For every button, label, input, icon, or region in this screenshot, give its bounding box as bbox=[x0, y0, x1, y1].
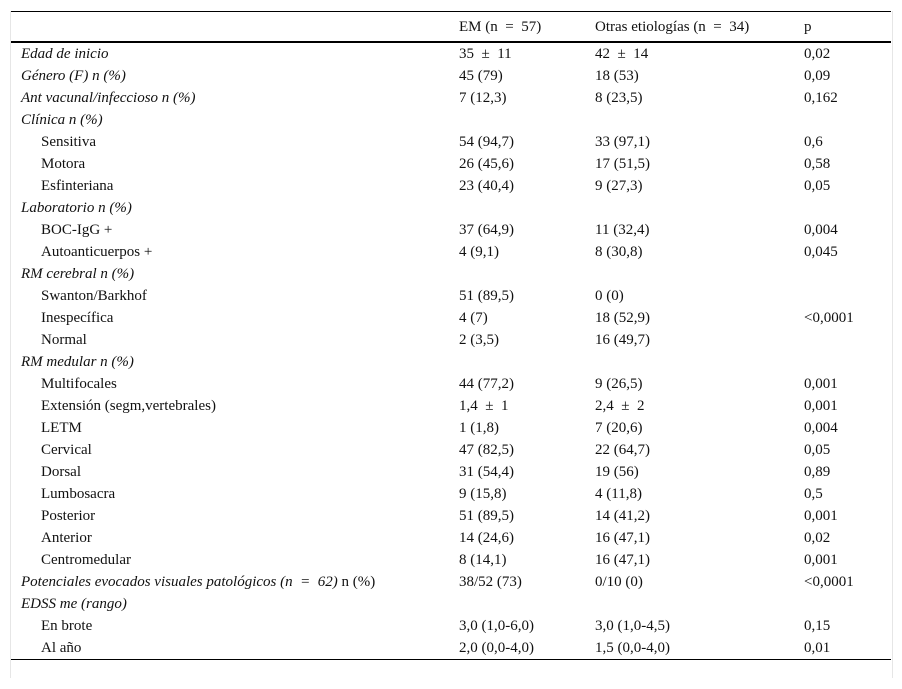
row-label: Sensitiva bbox=[41, 134, 96, 150]
cell-p: 0,89 bbox=[804, 464, 831, 480]
row-label: Cervical bbox=[41, 442, 92, 458]
table-row bbox=[11, 87, 891, 109]
cell-p: 0,15 bbox=[804, 618, 831, 634]
cell-otras: 14 (41,2) bbox=[595, 508, 650, 524]
header-cell-em: EM (n = 57) bbox=[459, 18, 542, 35]
row-label: Normal bbox=[41, 332, 87, 348]
cell-otras: 19 (56) bbox=[595, 464, 639, 480]
cell-p: 0,045 bbox=[804, 244, 838, 260]
cell-otras: 42 ± 14 bbox=[595, 46, 649, 62]
row-label: Swanton/Barkhof bbox=[41, 288, 147, 304]
table-row bbox=[11, 219, 891, 241]
cell-p: 0,01 bbox=[804, 640, 831, 656]
table-row bbox=[11, 439, 891, 461]
cell-em: 9 (15,8) bbox=[459, 486, 507, 502]
cell-p: 0,05 bbox=[804, 178, 831, 194]
cell-otras bbox=[585, 109, 794, 131]
cell-em bbox=[449, 351, 585, 373]
cell-p: 0,05 bbox=[804, 442, 831, 458]
results-table bbox=[11, 11, 891, 660]
cell-em: 47 (82,5) bbox=[459, 442, 514, 458]
cell-em: 37 (64,9) bbox=[459, 222, 514, 238]
table-row bbox=[11, 483, 891, 505]
row-label: Extensión (segm,vertebrales) bbox=[41, 398, 216, 414]
cell-em: 7 (12,3) bbox=[459, 90, 507, 106]
cell-otras bbox=[585, 197, 794, 219]
row-label: EDSS me (rango) bbox=[21, 596, 127, 612]
cell-p bbox=[794, 263, 891, 285]
row-label: Multifocales bbox=[41, 376, 117, 392]
cell-otras: 16 (47,1) bbox=[595, 530, 650, 546]
cell-otras bbox=[585, 351, 794, 373]
cell-p: 0,09 bbox=[804, 68, 831, 84]
cell-p: 0,004 bbox=[804, 222, 838, 238]
row-label: Ant vacunal/infeccioso n (%) bbox=[21, 90, 196, 106]
table-row bbox=[11, 373, 891, 395]
cell-p: 0,5 bbox=[804, 486, 823, 502]
cell-otras: 3,0 (1,0-4,5) bbox=[595, 618, 670, 634]
cell-p bbox=[794, 109, 891, 131]
row-label: Inespecífica bbox=[41, 310, 114, 326]
cell-otras: 8 (23,5) bbox=[595, 90, 643, 106]
table-row bbox=[11, 417, 891, 439]
table-row bbox=[11, 307, 891, 329]
cell-em: 31 (54,4) bbox=[459, 464, 514, 480]
cell-em: 3,0 (1,0-6,0) bbox=[459, 618, 534, 634]
row-label: Clínica n (%) bbox=[21, 112, 103, 128]
table-row bbox=[11, 153, 891, 175]
table-row bbox=[11, 131, 891, 153]
cell-em: 23 (40,4) bbox=[459, 178, 514, 194]
cell-otras: 18 (53) bbox=[595, 68, 639, 84]
row-label: Autoanticuerpos + bbox=[41, 244, 153, 260]
cell-em: 38/52 (73) bbox=[459, 574, 522, 590]
table-header bbox=[11, 12, 891, 43]
cell-otras: 4 (11,8) bbox=[595, 486, 642, 502]
header-row bbox=[11, 12, 891, 43]
table-row bbox=[11, 109, 891, 131]
row-label: Esfinteriana bbox=[41, 178, 114, 194]
cell-otras: 7 (20,6) bbox=[595, 420, 643, 436]
cell-em bbox=[449, 109, 585, 131]
cell-otras bbox=[585, 263, 794, 285]
row-label: Al año bbox=[41, 640, 82, 656]
cell-p bbox=[794, 351, 891, 373]
cell-p: 0,02 bbox=[804, 530, 831, 546]
cell-p: 0,6 bbox=[804, 134, 823, 150]
cell-otras: 11 (32,4) bbox=[595, 222, 650, 238]
table-row bbox=[11, 461, 891, 483]
cell-p: <0,0001 bbox=[804, 574, 854, 590]
results-table-container bbox=[11, 11, 891, 660]
row-label-main: Potenciales evocados visuales patológicos (n = 62) bbox=[21, 574, 338, 590]
cell-em: 51 (89,5) bbox=[459, 288, 514, 304]
table-row bbox=[11, 527, 891, 549]
cell-em: 2,0 (0,0-4,0) bbox=[459, 640, 534, 656]
row-label: Edad de inicio bbox=[21, 46, 109, 62]
table-row bbox=[11, 329, 891, 351]
cell-em: 54 (94,7) bbox=[459, 134, 514, 150]
row-label: RM cerebral n (%) bbox=[21, 266, 135, 282]
cell-p: 0,02 bbox=[804, 46, 831, 62]
row-label: Laboratorio n (%) bbox=[21, 200, 132, 216]
row-label: RM medular n (%) bbox=[21, 354, 134, 370]
cell-otras: 18 (52,9) bbox=[595, 310, 650, 326]
cell-em bbox=[449, 263, 585, 285]
cell-otras: 0 (0) bbox=[595, 288, 624, 304]
cell-otras: 33 (97,1) bbox=[595, 134, 650, 150]
cell-p: 0,162 bbox=[804, 90, 838, 106]
cell-p: 0,58 bbox=[804, 156, 831, 172]
table-row bbox=[11, 175, 891, 197]
cell-em: 2 (3,5) bbox=[459, 332, 499, 348]
cell-p bbox=[794, 593, 891, 615]
row-label: Género (F) n (%) bbox=[21, 68, 126, 84]
cell-p bbox=[794, 197, 891, 219]
cell-em: 4 (9,1) bbox=[459, 244, 499, 260]
cell-otras: 0/10 (0) bbox=[595, 574, 643, 590]
row-label bbox=[11, 571, 449, 593]
cell-otras: 9 (26,5) bbox=[595, 376, 643, 392]
header-cell-p: p bbox=[804, 18, 812, 35]
cell-p: 0,001 bbox=[804, 552, 838, 568]
row-label: LETM bbox=[41, 420, 82, 436]
row-label: Dorsal bbox=[41, 464, 81, 480]
table-row bbox=[11, 241, 891, 263]
table-row bbox=[11, 395, 891, 417]
row-label: Lumbosacra bbox=[41, 486, 116, 502]
row-label: En brote bbox=[41, 618, 93, 634]
cell-em: 14 (24,6) bbox=[459, 530, 514, 546]
row-label: Centromedular bbox=[41, 552, 131, 568]
table-row bbox=[11, 65, 891, 87]
table-row bbox=[11, 351, 891, 373]
cell-otras: 8 (30,8) bbox=[595, 244, 643, 260]
cell-em: 44 (77,2) bbox=[459, 376, 514, 392]
cell-otras: 1,5 (0,0-4,0) bbox=[595, 640, 670, 656]
cell-otras bbox=[585, 593, 794, 615]
cell-em bbox=[449, 593, 585, 615]
cell-p: 0,001 bbox=[804, 376, 838, 392]
cell-p bbox=[794, 285, 891, 307]
cell-otras: 16 (47,1) bbox=[595, 552, 650, 568]
cell-otras: 22 (64,7) bbox=[595, 442, 650, 458]
cell-p: <0,0001 bbox=[804, 310, 854, 326]
cell-em: 26 (45,6) bbox=[459, 156, 514, 172]
row-label: Anterior bbox=[41, 530, 92, 546]
cell-otras: 9 (27,3) bbox=[595, 178, 643, 194]
cell-em: 1,4 ± 1 bbox=[459, 398, 509, 414]
cell-p: 0,001 bbox=[804, 398, 838, 414]
cell-p bbox=[794, 329, 891, 351]
cell-em: 35 ± 11 bbox=[459, 46, 512, 62]
cell-otras: 2,4 ± 2 bbox=[595, 398, 645, 414]
cell-p: 0,004 bbox=[804, 420, 838, 436]
table-row bbox=[11, 637, 891, 660]
header-cell-label bbox=[11, 12, 449, 43]
cell-otras: 17 (51,5) bbox=[595, 156, 650, 172]
table-row bbox=[11, 505, 891, 527]
table-row bbox=[11, 615, 891, 637]
table-row bbox=[11, 549, 891, 571]
table-row bbox=[11, 263, 891, 285]
cell-em: 51 (89,5) bbox=[459, 508, 514, 524]
cell-em: 45 (79) bbox=[459, 68, 503, 84]
table-row bbox=[11, 42, 891, 65]
cell-em bbox=[449, 197, 585, 219]
cell-em: 1 (1,8) bbox=[459, 420, 499, 436]
row-label: Posterior bbox=[41, 508, 96, 524]
row-label: Motora bbox=[41, 156, 86, 172]
table-body bbox=[11, 42, 891, 660]
cell-otras: 16 (49,7) bbox=[595, 332, 650, 348]
table-row bbox=[11, 285, 891, 307]
cell-em: 8 (14,1) bbox=[459, 552, 507, 568]
table-row bbox=[11, 197, 891, 219]
row-label: BOC-IgG + bbox=[41, 222, 113, 238]
table-row bbox=[11, 571, 891, 593]
table-row bbox=[11, 593, 891, 615]
cell-em: 4 (7) bbox=[459, 310, 488, 326]
row-label-suffix: n (%) bbox=[337, 574, 376, 590]
header-cell-otras: Otras etiologías (n = 34) bbox=[595, 18, 750, 35]
cell-p: 0,001 bbox=[804, 508, 838, 524]
